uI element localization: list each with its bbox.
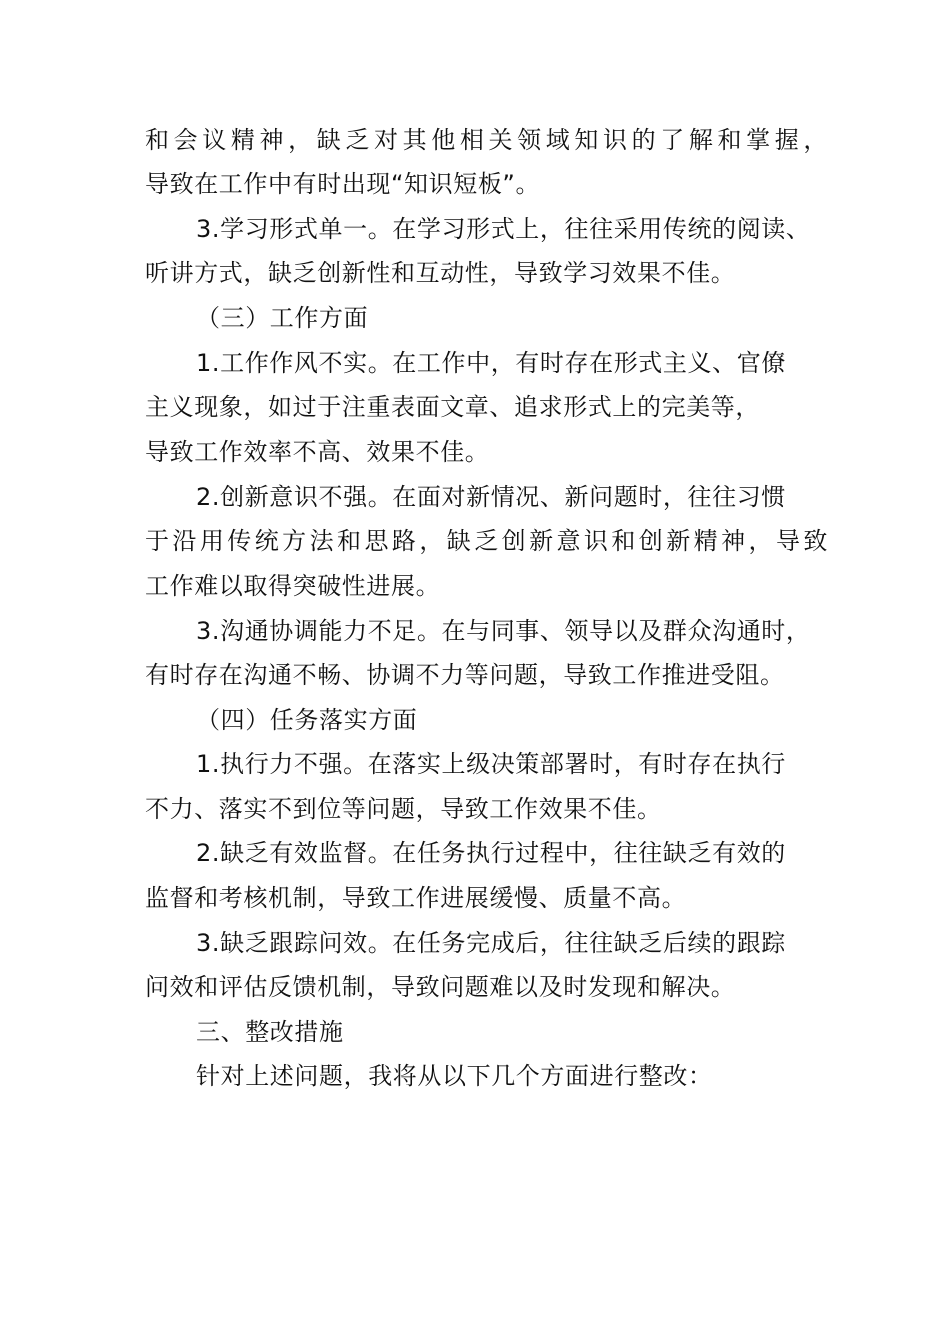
paragraph-line: 针对上述问题，我将从以下几个方面进行整改： <box>196 1062 713 1090</box>
paragraph-line: 听讲方式，缺乏创新性和互动性，导致学习效果不佳。 <box>145 259 736 287</box>
paragraph-line: 3.学习形式单一。在学习形式上，往往采用传统的阅读、 <box>196 215 811 243</box>
paragraph-line: 不力、落实不到位等问题，导致工作效果不佳。 <box>145 795 662 823</box>
paragraph-line: 导致在工作中有时出现“知识短板”。 <box>145 170 541 198</box>
section-heading: 三、整改措施 <box>196 1018 344 1046</box>
paragraph-line: 主义现象，如过于注重表面文章、追求形式上的完美等， <box>145 393 760 421</box>
paragraph-line: 2.缺乏有效监督。在任务执行过程中，往往缺乏有效的 <box>196 839 786 867</box>
paragraph-line: 监督和考核机制，导致工作进展缓慢、质量不高。 <box>145 884 687 912</box>
paragraph-line: 工作难以取得突破性进展。 <box>145 572 441 600</box>
paragraph-line: 问效和评估反馈机制，导致问题难以及时发现和解决。 <box>145 973 736 1001</box>
section-heading: （四）任务落实方面 <box>196 706 418 734</box>
paragraph-line: 3.缺乏跟踪问效。在任务完成后，往往缺乏后续的跟踪 <box>196 929 786 957</box>
paragraph-line: 有时存在沟通不畅、协调不力等问题，导致工作推进受阻。 <box>145 661 785 689</box>
paragraph-line: 1.执行力不强。在落实上级决策部署时，有时存在执行 <box>196 750 786 778</box>
section-heading: （三）工作方面 <box>196 304 369 332</box>
paragraph-line: 3.沟通协调能力不足。在与同事、领导以及群众沟通时， <box>196 617 811 645</box>
paragraph-line: 和会议精神，缺乏对其他相关领域知识的了解和掌握， <box>145 126 828 154</box>
paragraph-line: 于沿用传统方法和思路，缺乏创新意识和创新精神，导致 <box>145 527 828 555</box>
paragraph-line: 1.工作作风不实。在工作中，有时存在形式主义、官僚 <box>196 349 786 377</box>
paragraph-line: 导致工作效率不高、效果不佳。 <box>145 438 490 466</box>
paragraph-line: 2.创新意识不强。在面对新情况、新问题时，往往习惯 <box>196 483 786 511</box>
